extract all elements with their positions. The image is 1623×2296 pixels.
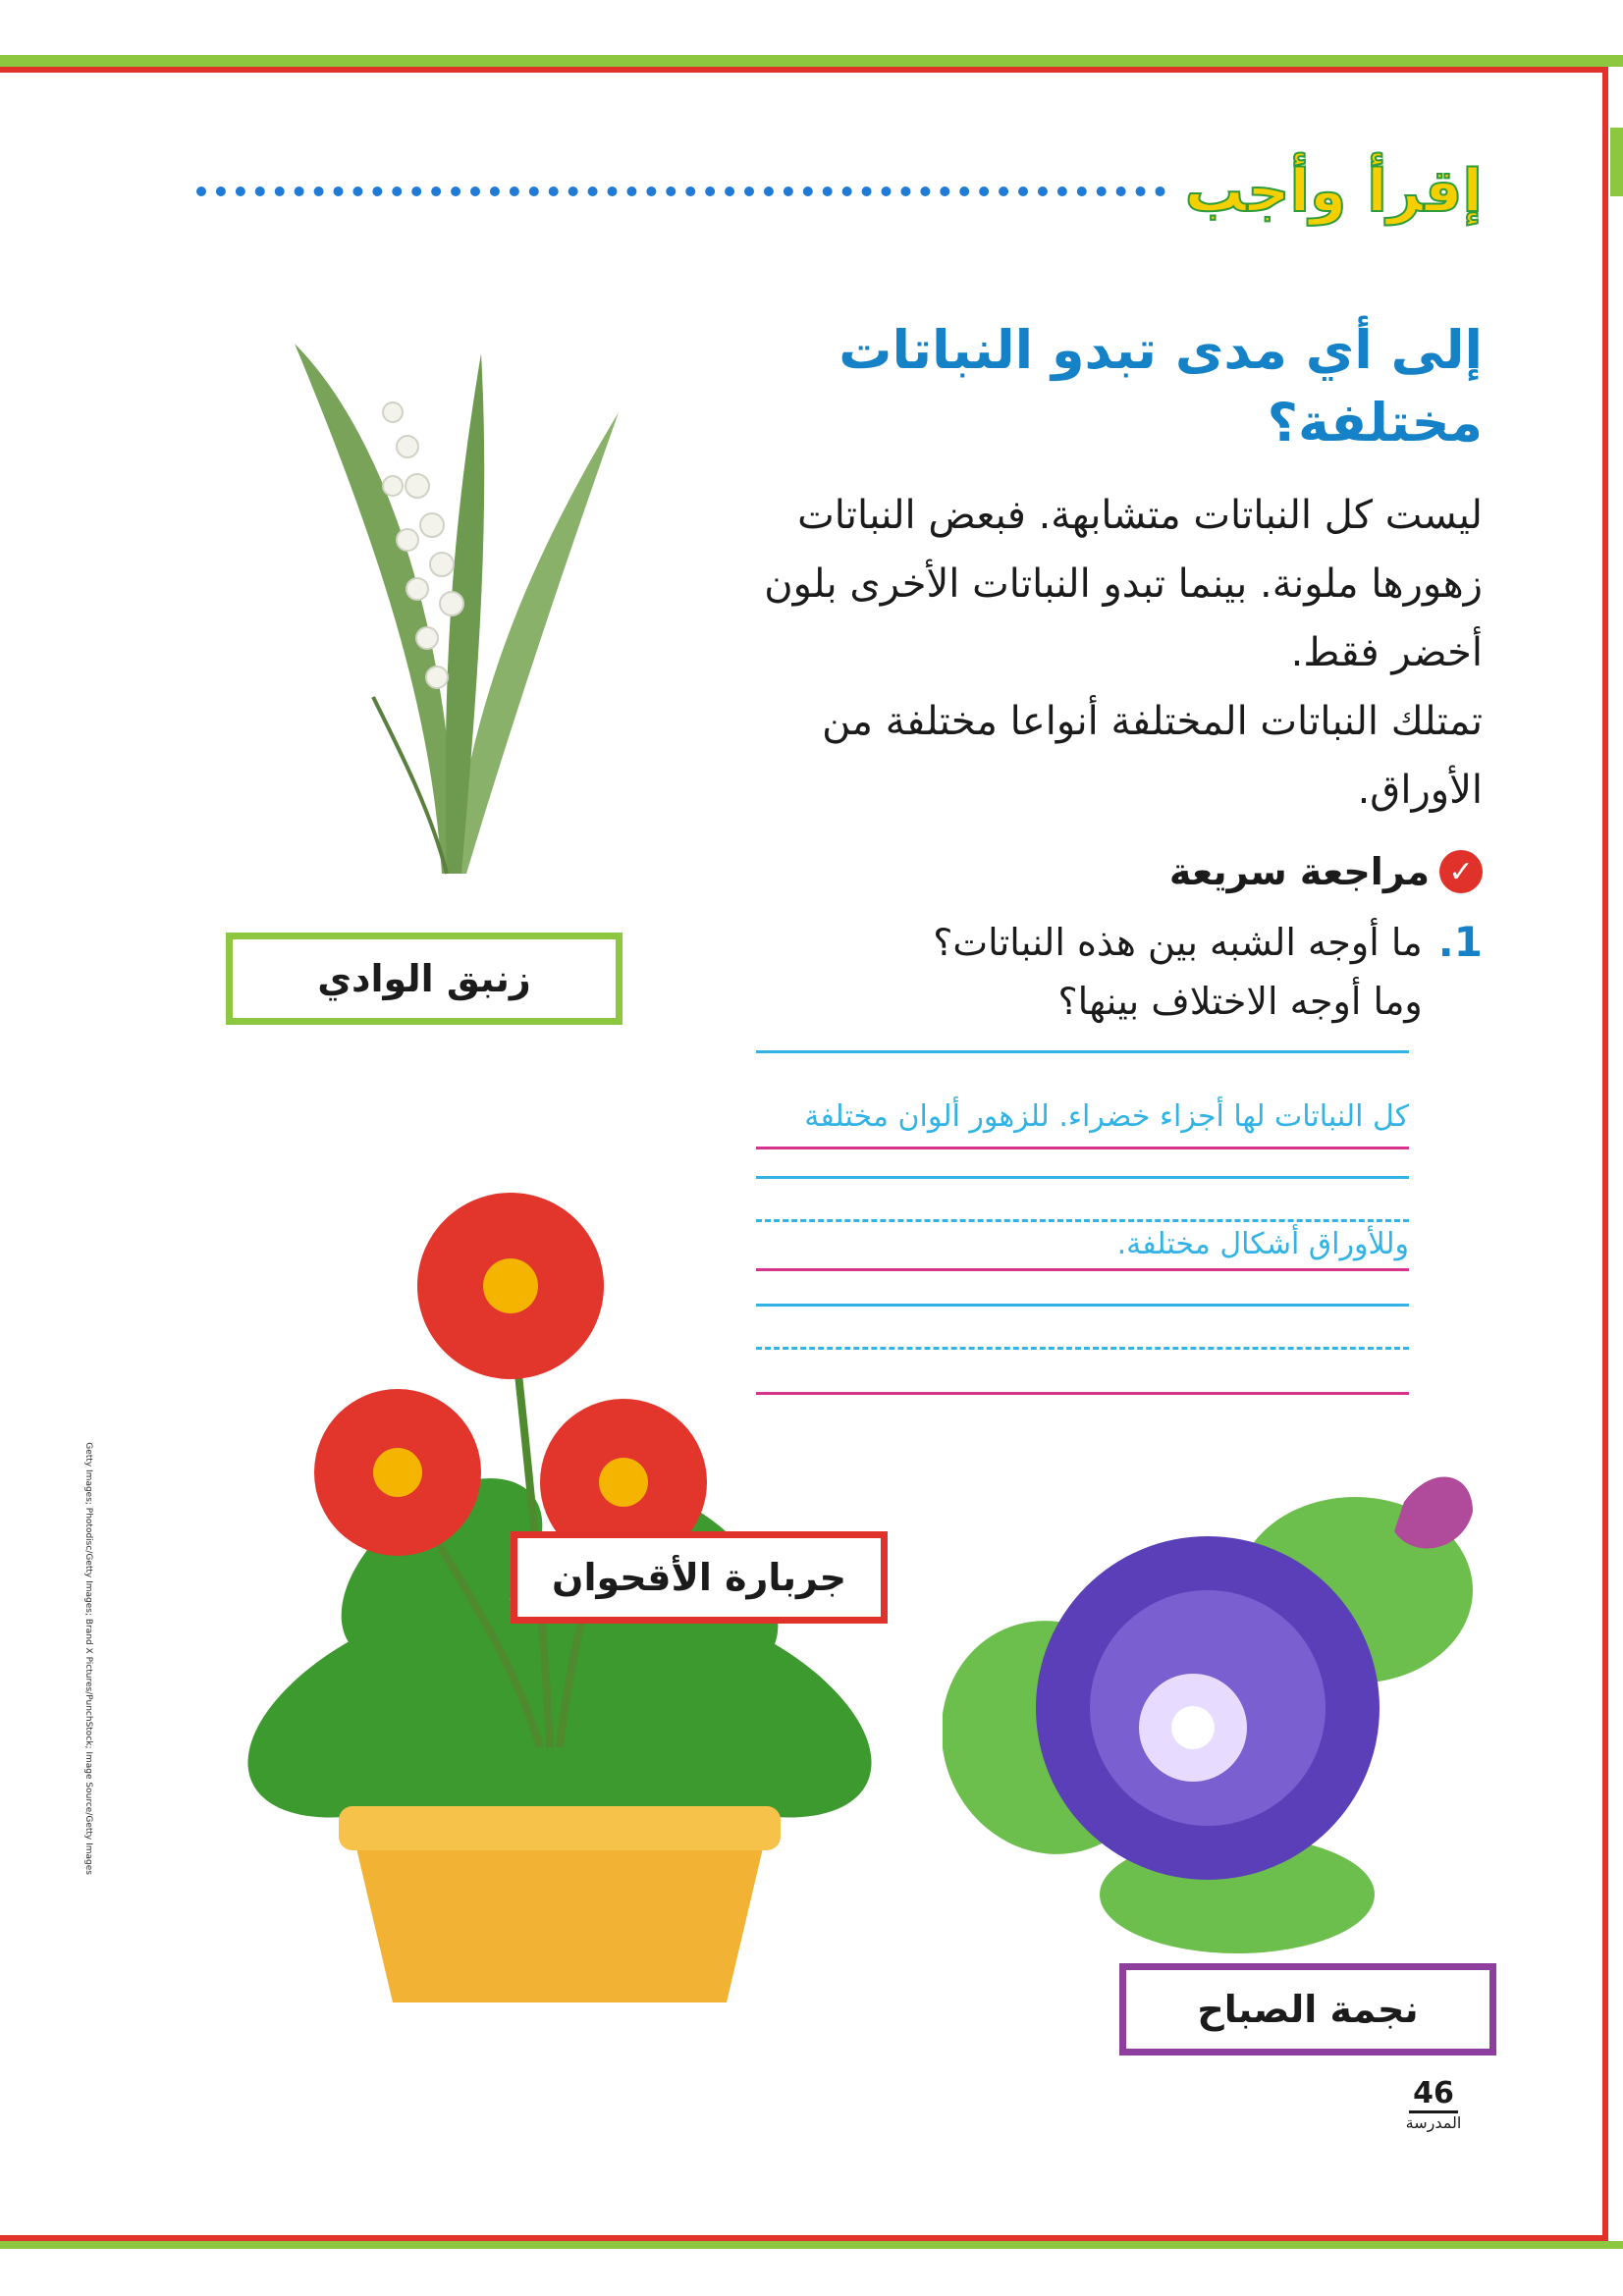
section-heading <box>196 147 1483 236</box>
bottom-green-border <box>0 2241 1623 2249</box>
side-tab <box>1610 128 1623 196</box>
label-morning-glory: نجمة الصباح <box>1119 1963 1496 2056</box>
page-number-value: 46 <box>1409 2076 1458 2113</box>
label-lily: زنبق الوادي <box>226 933 622 1025</box>
section-title: إقرأ وأجب <box>1184 157 1483 226</box>
answer-line-1[interactable]: كل النباتات لها أجزاء خضراء. للزهور ألوان مختلفة <box>804 1099 1409 1134</box>
checkmark-icon: ✓ <box>1439 850 1483 893</box>
quick-review-header <box>884 844 1483 899</box>
morning-glory-image <box>943 1443 1492 1953</box>
page-number-word: المدرسة <box>1405 2113 1462 2132</box>
question-text: ما أوجه الشبه بين هذه النباتات؟ وما أوجه الاختلاف بينها؟ <box>933 921 1423 1023</box>
question-title: إلى أي مدى تبدو النباتات مختلفة؟ <box>839 319 1483 454</box>
photo-credit <box>74 353 93 1875</box>
page-number <box>1399 2076 1468 2132</box>
label-gerbera: جربارة الأقحوان <box>511 1531 888 1624</box>
lily-of-the-valley-image <box>236 285 648 893</box>
writing-line <box>756 1147 1409 1149</box>
top-green-border <box>0 55 1623 67</box>
writing-line <box>756 1050 1409 1053</box>
answer-line-2[interactable]: وللأوراق أشكال مختلفة. <box>1116 1227 1409 1261</box>
quick-review-label: مراجعة سريعة <box>1168 850 1430 893</box>
paragraph-1: ليست كل النباتات متشابهة. فبعض النباتات زهورها ملونة. بينما تبدو النباتات الأخرى بلون أخضر فقط. <box>764 493 1483 675</box>
question-number: 1. <box>1437 918 1483 966</box>
photo-credit-text: Getty Images; Photodisc/Getty Images; Brand X Pictures/PunchStock; Image Source/Getty Images <box>83 1442 93 1875</box>
top-red-border <box>0 67 1608 73</box>
dotted-rule <box>196 187 1165 196</box>
review-question <box>884 913 1483 1031</box>
paragraph-2: تمتلك النباتات المختلفة أنواعا مختلفة من الأوراق. <box>822 699 1483 813</box>
right-red-border <box>1602 67 1608 2241</box>
